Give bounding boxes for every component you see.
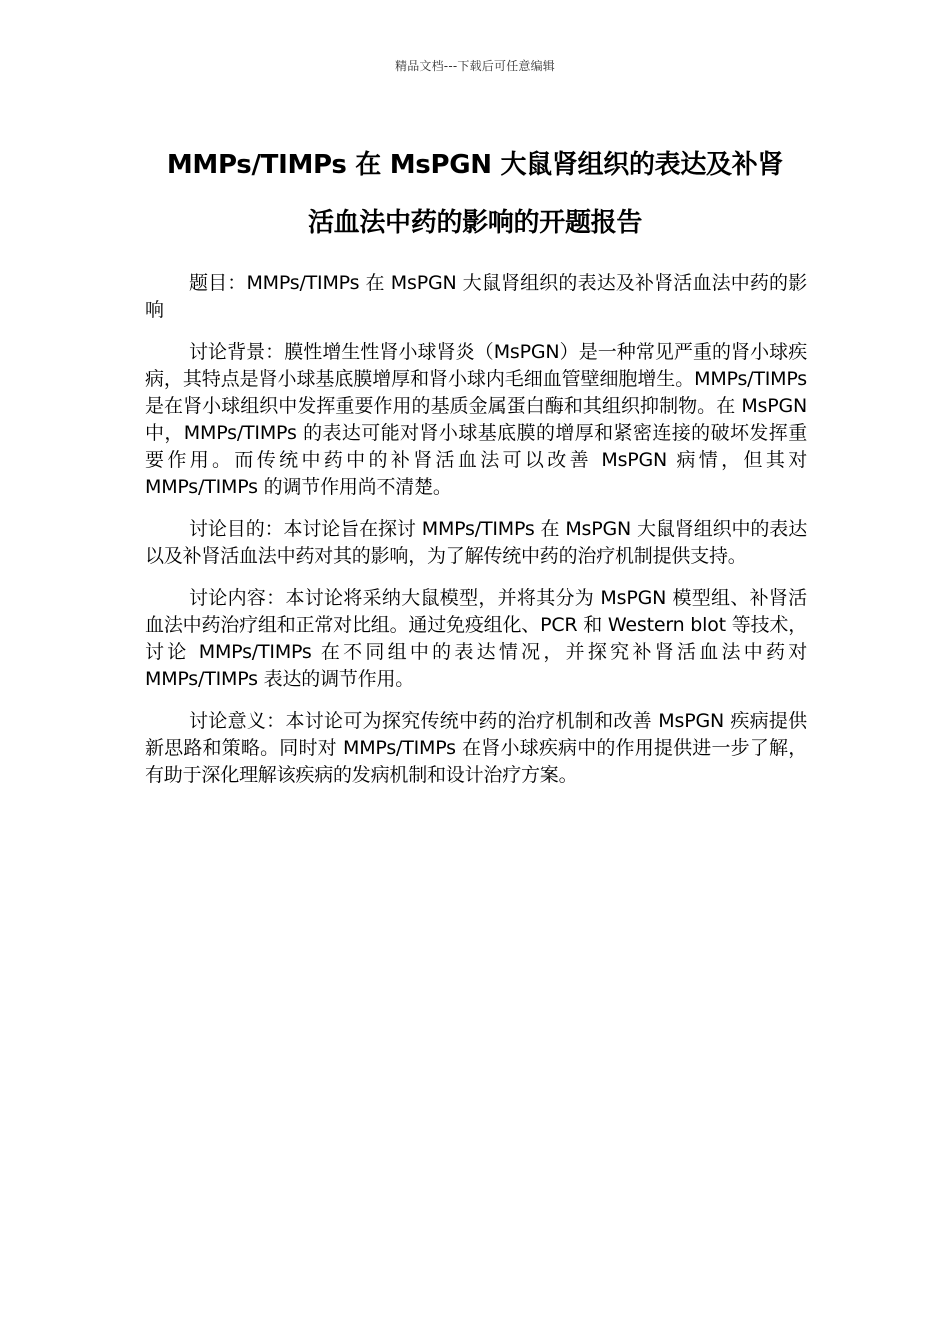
paragraph-purpose: 讨论目的：本讨论旨在探讨 MMPs/TIMPs 在 MsPGN 大鼠肾组织中的表达以及补肾活血法中药对其的影响，为了解传统中药的治疗机制提供支持。 [145,518,807,567]
paragraph-background: 讨论背景：膜性增生性肾小球肾炎（MsPGN）是一种常见严重的肾小球疾病，其特点是肾小球基底膜增厚和肾小球内毛细血管壁细胞增生。MMPs/TIMPs 是在肾小球组织中发挥重要作用的基质金属蛋白酶和其组织抑制物。在 MsPGN 中，MMPs/TIMPs 的表达可能对肾小球基底膜的增厚和紧密连接的破坏发挥重要作用。而传统中药中的补肾活血法可以改善 MsPGN 病情，但其对 MMPs/TIMPs 的调节作用尚不清楚。 [145,341,807,498]
paragraph-content: 讨论内容：本讨论将采纳大鼠模型，并将其分为 MsPGN 模型组、补肾活血法中药治疗组和正常对比组。通过免疫组化、PCR 和 Western blot 等技术，讨论 MMPs/TIMPs 在不同组中的表达情况，并探究补肾活血法中药对 MMPs/TIMPs 表达的调节作用。 [145,587,807,690]
paragraph-topic: 题目：MMPs/TIMPs 在 MsPGN 大鼠肾组织的表达及补肾活血法中药的影响 [145,272,807,321]
document-body [145,270,807,804]
paragraph-significance: 讨论意义：本讨论可为探究传统中药的治疗机制和改善 MsPGN 疾病提供新思路和策略。同时对 MMPs/TIMPs 在肾小球疾病中的作用提供进一步了解，有助于深化理解该疾病的发病机制和设计治疗方案。 [145,710,807,786]
title-line-2: 活血法中药的影响的开题报告 [307,208,643,238]
title-line-1: MMPs/TIMPs 在 MsPGN 大鼠肾组织的表达及补肾 [166,150,784,180]
document-title [145,136,805,252]
header-note: 精品文档---下载后可任意编辑 [395,59,555,73]
